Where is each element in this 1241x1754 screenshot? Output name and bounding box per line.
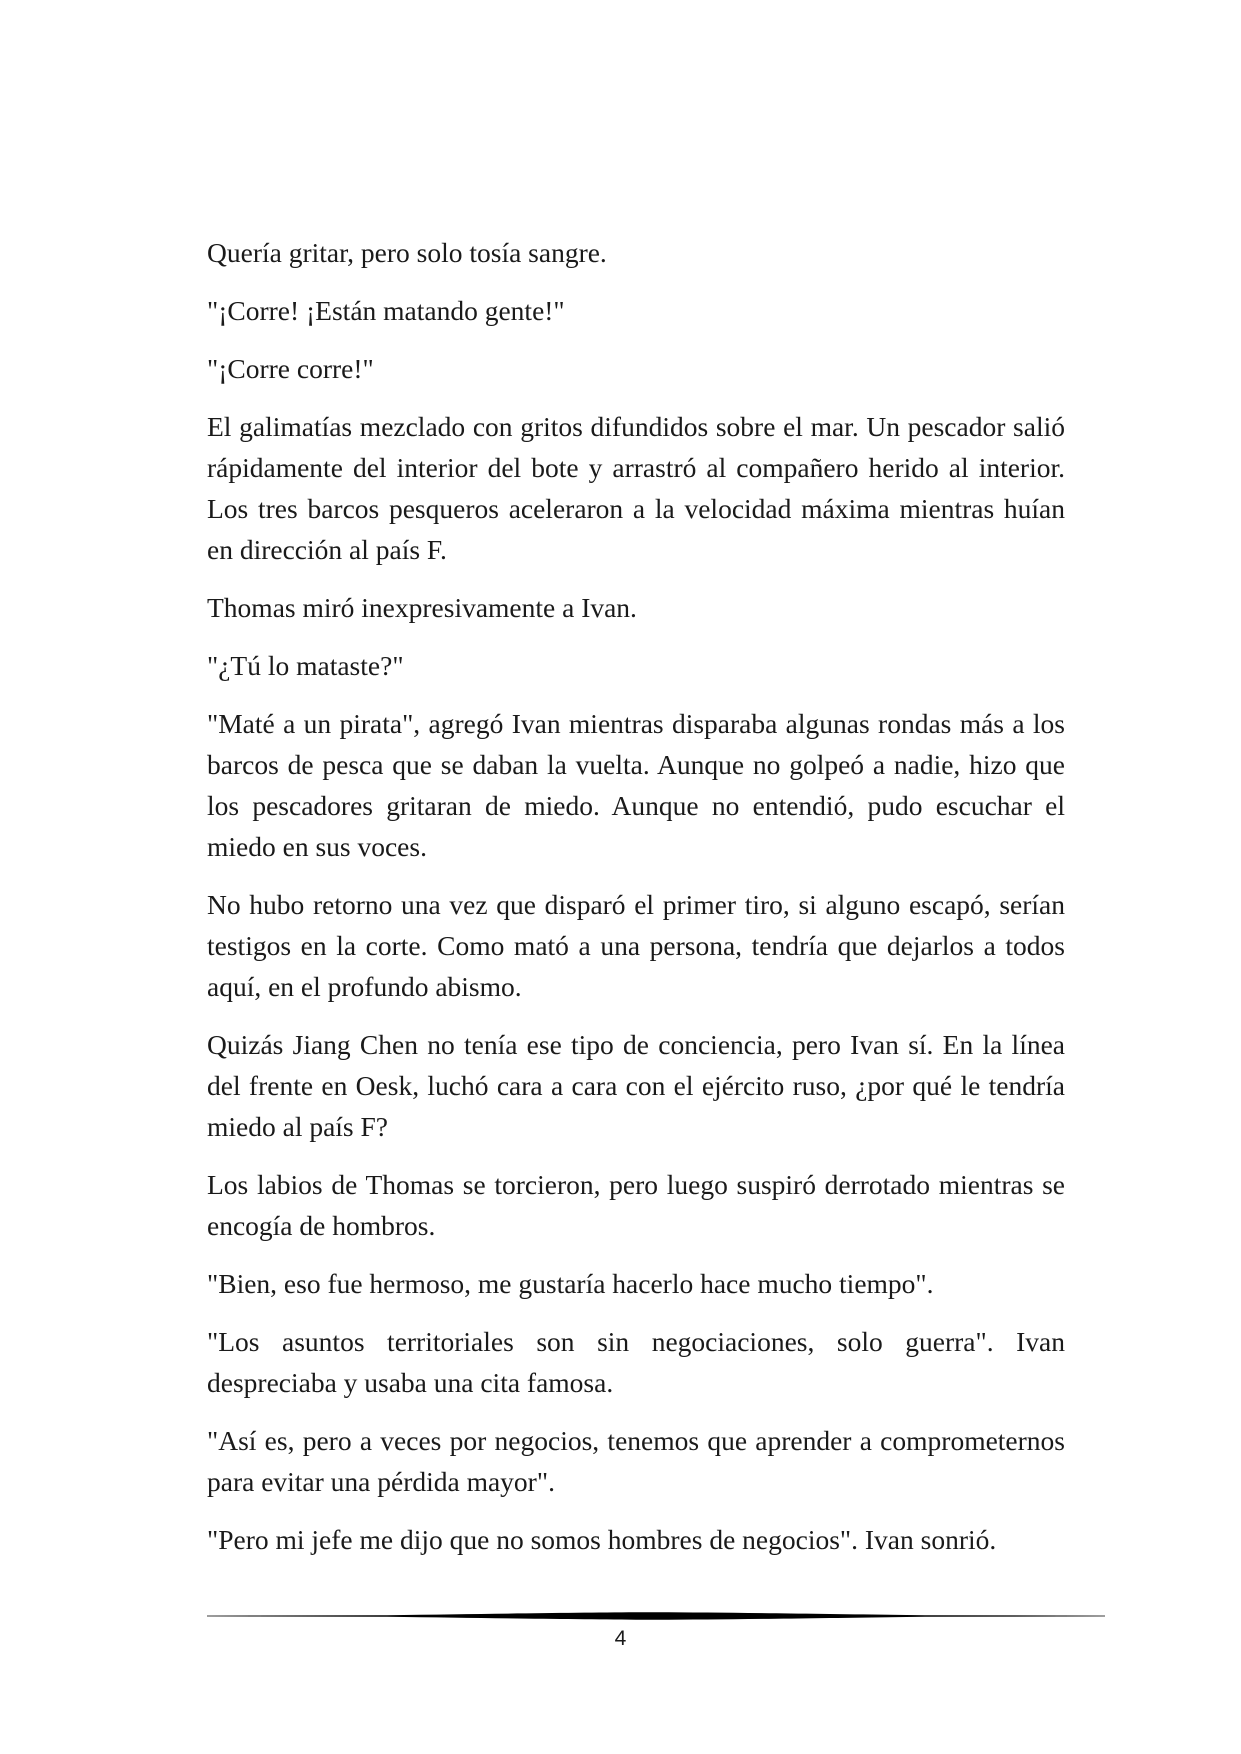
paragraph: Los labios de Thomas se torcieron, pero luego suspiró derrotado mientras se encogía de hombros. bbox=[207, 1169, 1065, 1241]
paragraph: "Maté a un pirata", agregó Ivan mientras disparaba algunas rondas más a los barcos de pesca que se daban la vuelta. Aunque no golpeó a nadie, hizo que los pescadores gritaran de miedo. Aunque no entendió, pudo escuchar el miedo en sus voces. bbox=[207, 708, 1065, 862]
paragraph: Thomas miró inexpresivamente a Ivan. bbox=[207, 592, 637, 623]
paragraph: "¿Tú lo mataste?" bbox=[207, 650, 404, 681]
paragraph: Quizás Jiang Chen no tenía ese tipo de conciencia, pero Ivan sí. En la línea del frente en Oesk, luchó cara a cara con el ejército ruso, ¿por qué le tendría miedo al país F? bbox=[207, 1029, 1065, 1142]
paragraph: "Así es, pero a veces por negocios, tenemos que aprender a comprometernos para evitar una pérdida mayor". bbox=[207, 1425, 1065, 1497]
footer-divider bbox=[207, 1611, 1105, 1621]
paragraph: "¡Corre corre!" bbox=[207, 353, 374, 384]
body-text bbox=[207, 232, 1065, 1577]
page-number: 4 bbox=[614, 1627, 627, 1650]
paragraph: Quería gritar, pero solo tosía sangre. bbox=[207, 237, 607, 268]
paragraph: "Pero mi jefe me dijo que no somos hombres de negocios". Ivan sonrió. bbox=[207, 1524, 997, 1555]
paragraph: El galimatías mezclado con gritos difundidos sobre el mar. Un pescador salió rápidamente del interior del bote y arrastró al compañero herido al interior. Los tres barcos pesqueros aceleraron a la velocidad máxima mientras huían en dirección al país F. bbox=[207, 411, 1065, 565]
paragraph: "Los asuntos territoriales son sin negociaciones, solo guerra". Ivan despreciaba y usaba una cita famosa. bbox=[207, 1326, 1065, 1398]
paragraph: No hubo retorno una vez que disparó el primer tiro, si alguno escapó, serían testigos en la corte. Como mató a una persona, tendría que dejarlos a todos aquí, en el profundo abismo. bbox=[207, 889, 1065, 1002]
paragraph: "Bien, eso fue hermoso, me gustaría hacerlo hace mucho tiempo". bbox=[207, 1268, 934, 1299]
paragraph: "¡Corre! ¡Están matando gente!" bbox=[207, 295, 565, 326]
